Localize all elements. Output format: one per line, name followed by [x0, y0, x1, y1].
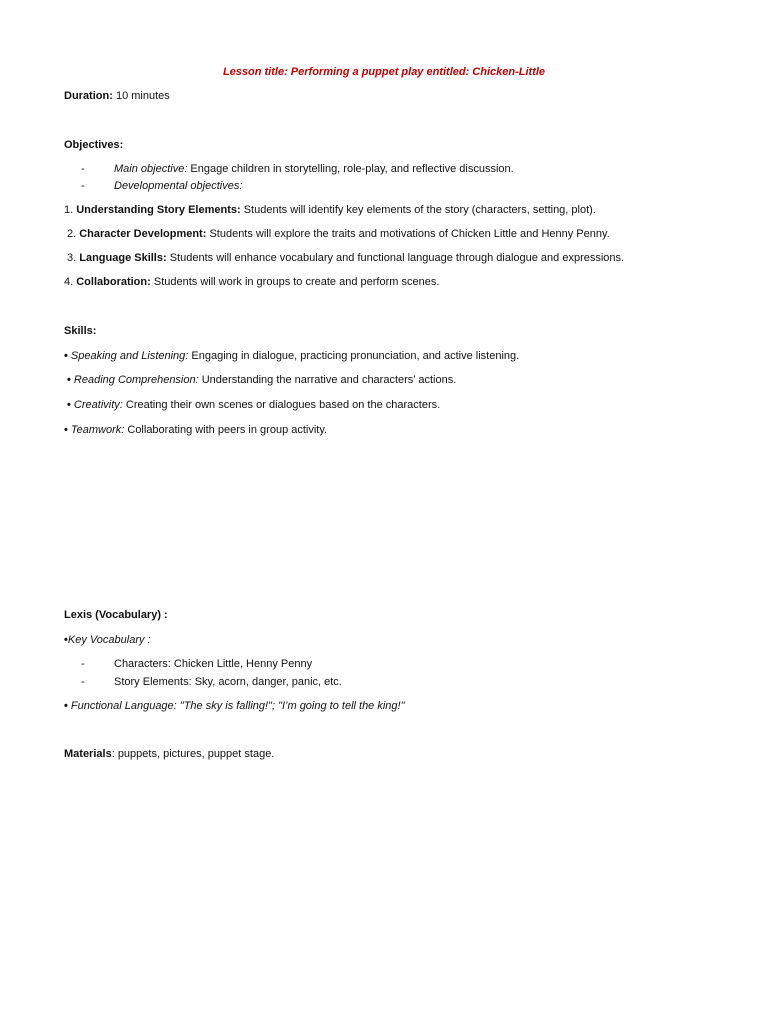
bullet-marker: •: [64, 424, 68, 436]
dash-marker: -: [81, 180, 85, 192]
skill-label: Creativity:: [73, 399, 123, 411]
materials-label: Materials: [64, 748, 112, 760]
vocab-item-text: Story Elements: Sky, acorn, danger, panic, etc.: [114, 676, 342, 688]
main-objective-item: [64, 162, 514, 176]
skill-item-3: [67, 398, 440, 412]
duration-value: 10 minutes: [112, 90, 170, 102]
objective-text: Students will identify key elements of the story (characters, setting, plot).: [240, 204, 596, 216]
skill-label: Teamwork:: [70, 424, 125, 436]
vocab-item-text: Characters: Chicken Little, Henny Penny: [114, 658, 313, 670]
skills-heading: Skills:: [64, 325, 97, 337]
skill-text: Collaborating with peers in group activity.: [124, 424, 328, 436]
key-vocabulary-line: [64, 633, 151, 647]
objective-label: Character Development:: [79, 228, 207, 240]
materials-line: [64, 747, 274, 761]
objective-text: Students will explore the traits and motivations of Chicken Little and Henny Penny.: [206, 228, 610, 240]
lexis-heading: Lexis (Vocabulary) :: [64, 609, 168, 621]
skill-item-1: [64, 349, 519, 363]
objective-number: 4.: [64, 276, 77, 288]
skill-label: Speaking and Listening:: [70, 350, 189, 362]
materials-text: : puppets, pictures, puppet stage.: [111, 748, 275, 760]
skill-text: Understanding the narrative and characters’ actions.: [198, 374, 457, 386]
bullet-marker: •: [64, 350, 68, 362]
bullet-marker: •: [64, 700, 68, 712]
objective-number: 2.: [67, 228, 80, 240]
main-objective-text: Engage children in storytelling, role-play, and reflective discussion.: [187, 163, 514, 175]
vocab-item-1: [64, 657, 312, 671]
objective-text: Students will enhance vocabulary and functional language through dialogue and expressions.: [166, 252, 625, 264]
developmental-objectives-label: Developmental objectives:: [114, 180, 243, 192]
objective-number: 3.: [67, 252, 80, 264]
dash-marker: -: [81, 676, 85, 688]
functional-language-text: Functional Language: "The sky is falling!"; "I’m going to tell the king!": [70, 700, 405, 712]
developmental-objectives-item: [64, 179, 242, 193]
main-objective-label: Main objective:: [114, 163, 188, 175]
objective-number: 1.: [64, 204, 77, 216]
skill-item-2: [67, 373, 456, 387]
vocab-item-2: [64, 675, 342, 689]
objective-item-4: [64, 275, 439, 289]
lesson-title: Lesson title: Performing a puppet play entitled: Chicken-Little: [222, 66, 546, 78]
objective-item-1: [64, 203, 596, 217]
functional-language-line: [64, 699, 405, 713]
key-vocabulary-label: Key Vocabulary :: [67, 634, 151, 646]
dash-marker: -: [81, 658, 85, 670]
bullet-marker: •: [67, 399, 71, 411]
skill-item-4: [64, 423, 327, 437]
skill-text: Creating their own scenes or dialogues based on the characters.: [122, 399, 441, 411]
objective-item-3: [67, 251, 624, 265]
objective-label: Understanding Story Elements:: [76, 204, 241, 216]
duration-line: [64, 89, 170, 103]
objective-item-2: [67, 227, 610, 241]
bullet-marker: •: [67, 374, 71, 386]
skill-text: Engaging in dialogue, practicing pronunciation, and active listening.: [188, 350, 520, 362]
dash-marker: -: [81, 163, 85, 175]
objective-label: Language Skills:: [79, 252, 167, 264]
objective-label: Collaboration:: [76, 276, 151, 288]
bullet-marker: •: [64, 634, 68, 646]
objective-text: Students will work in groups to create and perform scenes.: [150, 276, 440, 288]
duration-label: Duration:: [64, 90, 113, 102]
skill-label: Reading Comprehension:: [73, 374, 199, 386]
objectives-heading: Objectives:: [64, 139, 124, 151]
